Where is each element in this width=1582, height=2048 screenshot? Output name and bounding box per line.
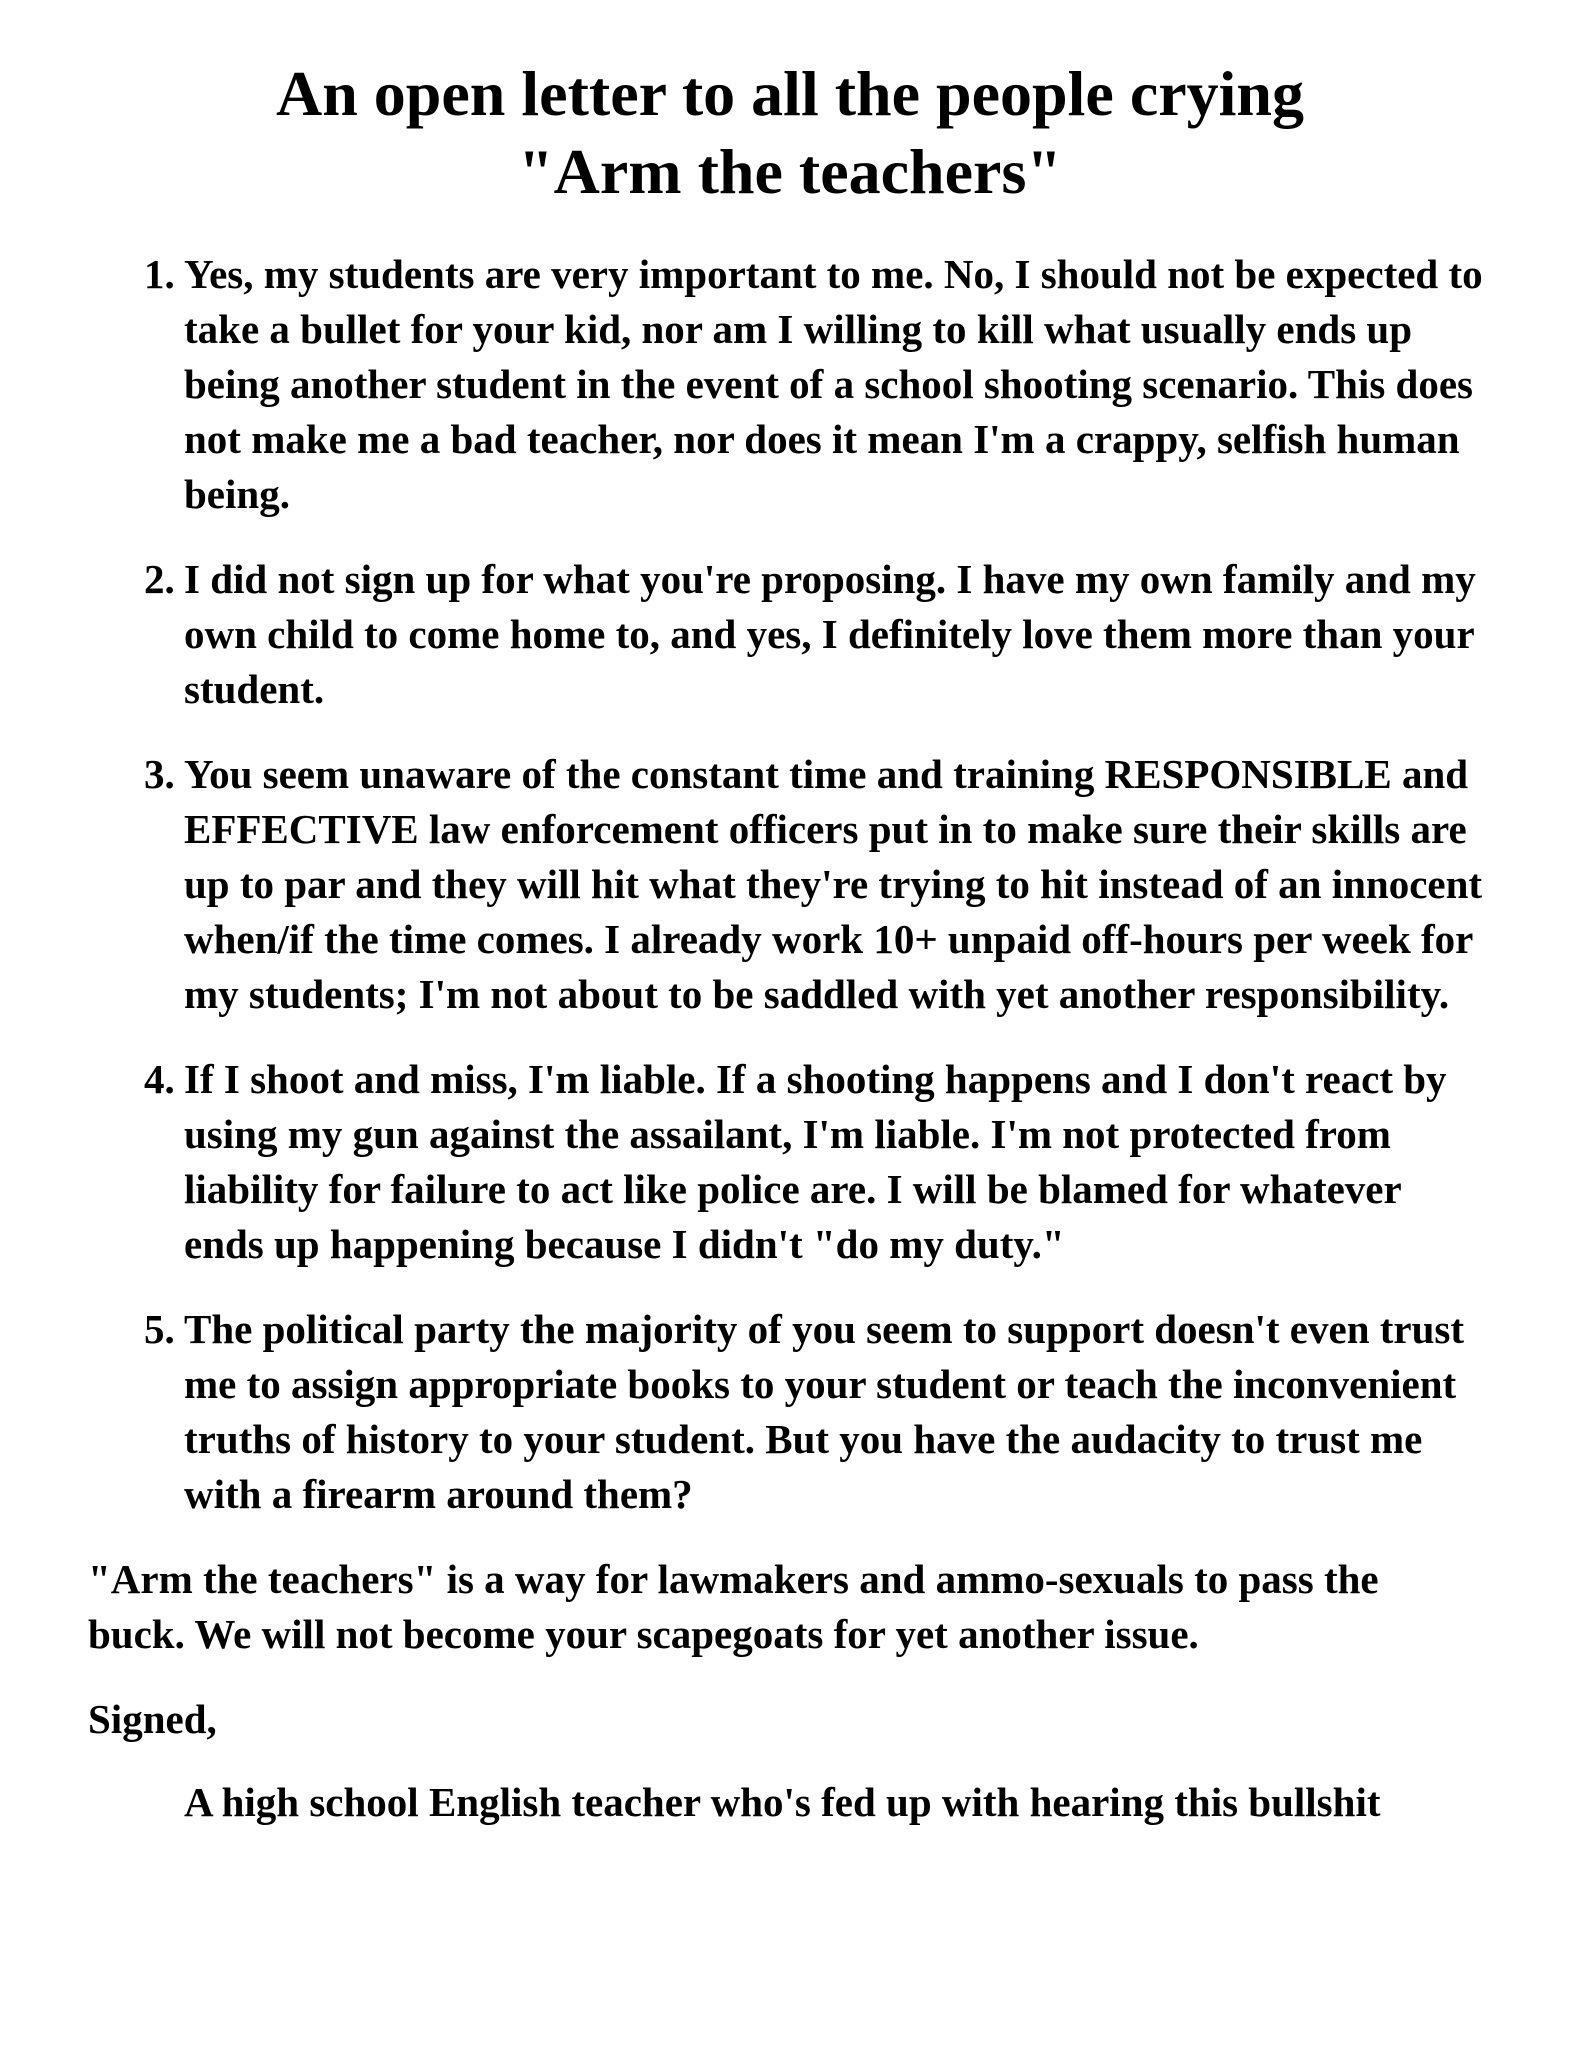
list-item-number: 3. [144, 751, 175, 797]
list-item-text: If I shoot and miss, I'm liable. If a shooting happens and I don't react by using my gun against the assailant, I'm liable. I'm not protected from liability for failure to act like police are. I will be blamed for whatever ends up happening because I didn't "do my duty." [184, 1056, 1447, 1267]
list-item-text: I did not sign up for what you're proposing. I have my own family and my own child to come home to, and yes, I definitely love them more than your student. [184, 556, 1476, 712]
list-item [88, 552, 1484, 717]
list-item [88, 1302, 1484, 1522]
signed-label: Signed, [88, 1696, 217, 1742]
list-item-number: 1. [144, 251, 175, 297]
list-item [88, 247, 1484, 522]
title-line-2: "Arm the teachers" [518, 136, 1062, 207]
list-item-text: Yes, my students are very important to me. No, I should not be expected to take a bullet for your kid, nor am I willing to kill what usually ends up being another student in the event of a school shooting scenario. This does not make me a bad teacher, nor does it mean I'm a crappy, selfish human being. [184, 251, 1483, 517]
list-item [88, 747, 1484, 1022]
list-item-number: 2. [144, 556, 175, 602]
list-item-text: The political party the majority of you seem to support doesn't even trust me to assign appropriate books to your student or teach the inconvenient truths of history to your student. But you have the audacity to trust me with a firearm around them? [184, 1306, 1465, 1517]
title-line-1: An open letter to all the people crying [275, 58, 1305, 129]
closing-paragraph: "Arm the teachers" is a way for lawmakers and ammo-sexuals to pass the buck. We will not become your scapegoats for yet another issue. [88, 1556, 1379, 1657]
letter-points-list [88, 247, 1484, 1522]
list-item [88, 1052, 1484, 1272]
list-item-text: You seem unaware of the constant time and training RESPONSIBLE and EFFECTIVE law enforcement officers put in to make sure their skills are up to par and they will hit what they're trying to hit instead of an innocent when/if the time comes. I already work 10+ unpaid off-hours per week for my students; I'm not about to be saddled with yet another responsibility. [184, 751, 1483, 1017]
page-title [88, 55, 1492, 211]
list-item-number: 4. [144, 1056, 175, 1102]
list-item-number: 5. [144, 1306, 175, 1352]
signature-line: A high school English teacher who's fed up with hearing this bullshit [184, 1779, 1381, 1825]
